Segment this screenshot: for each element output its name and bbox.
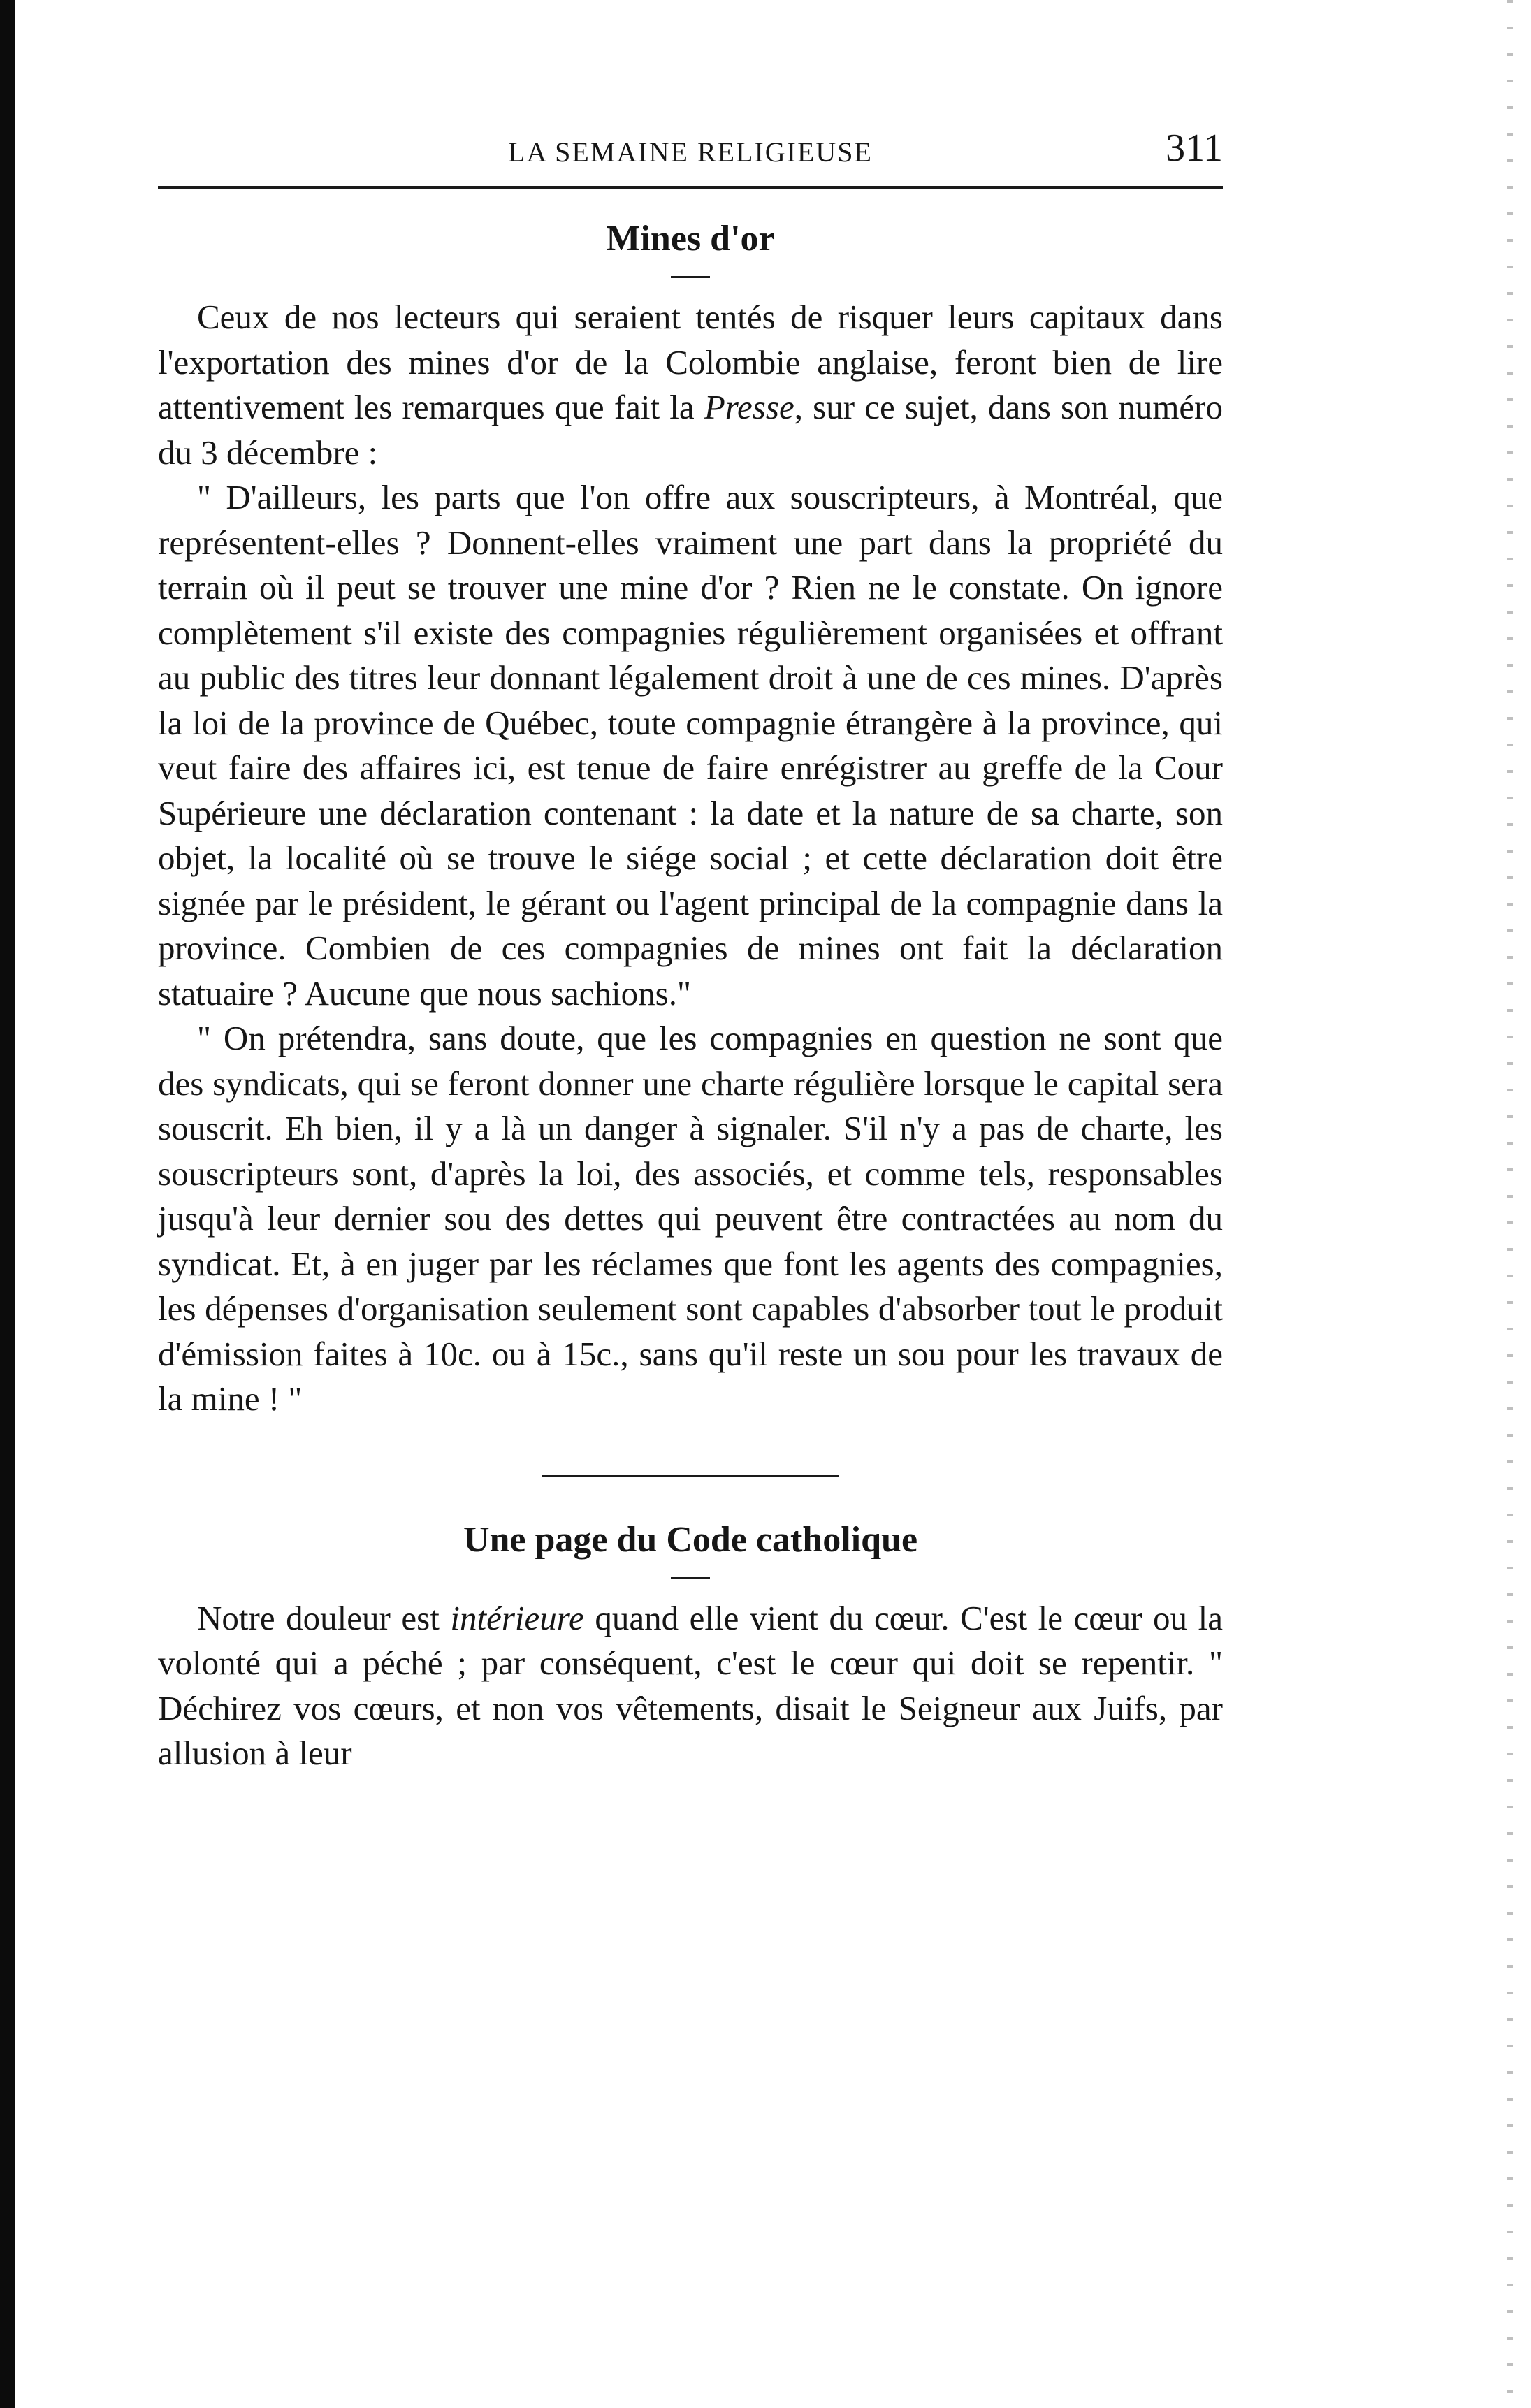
running-title: LA SEMAINE RELIGIEUSE [508,136,873,168]
scan-right-specks [1507,0,1513,2408]
title-dash [671,276,710,278]
section-code-catholique [158,1519,1223,1776]
journal-name: Presse [704,388,794,426]
section-mines-dor [158,218,1223,1422]
section-title-mines-dor: Mines d'or [606,219,775,259]
paragraph-code-start: Notre douleur est [197,1598,451,1637]
paragraph-intro-text: Ceux de nos lecteurs qui seraient tentés de risquer leurs capitaux dans l'exportation des mines d'or de la Colombie anglaise, feront bien de lire attentivement les remarques que fait la [158,298,1223,426]
emphasis-interieure: intérieure [450,1598,584,1637]
paragraph-intro [158,295,1223,475]
title-dash [671,1577,710,1579]
running-head [158,126,1223,182]
page-number: 311 [1166,126,1223,170]
section-title-code-catholique: Une page du Code catholique [463,1519,918,1560]
paragraph-code [158,1596,1223,1776]
header-rule [158,186,1223,189]
paragraph-code-rest: quand elle vient du cœur. C'est le cœur ou la volonté qui a péché ; par conséquent, c'est le cœur qui doit se repentir. " Déchirez vos cœurs, et non vos vêtements, disait le Seigneur aux Juifs, par allusion à leur [158,1598,1223,1772]
section-divider [542,1475,839,1477]
paragraph-intro-tail: , sur ce sujet, dans son numéro du 3 décembre : [158,388,1223,472]
paragraph-quote-1: " D'ailleurs, les parts que l'on offre aux souscripteurs, à Montréal, que représentent-elles ? Donnent-elles vraiment une part dans la propriété du terrain où il peut se trouver une mine d'or ? Rien ne le constate. On ignore complètement s'il existe des compagnies régulièrement organisées et offrant au public des titres leur donnant légalement droit à une de ces mines. D'après la loi de la province de Québec, toute compagnie étrangère à la province, qui veut faire des affaires ici, est tenue de faire enrégistrer au greffe de la Cour Supérieure une déclaration contenant : la date et la nature de sa charte, son objet, la localité où se trouve le siége social ; et cette déclaration doit être signée par le président, le gérant ou l'agent principal de la compagnie dans la province. Combien de ces compagnies de mines ont fait la déclaration statuaire ? Aucune que nous sachions." [158,478,1223,1013]
book-page [158,126,1223,1776]
scan-left-edge [0,0,15,2408]
paragraph-quote-2: " On prétendra, sans doute, que les compagnies en question ne sont que des syndicats, qui se feront donner une charte régulière lorsque le capital sera souscrit. Eh bien, il y a là un danger à signaler. S'il n'y a pas de charte, les souscripteurs sont, d'après la loi, des associés, et comme tels, responsables jusqu'à leur dernier sou des dettes qui peuvent être contractées au nom du syndicat. Et, à en juger par les réclames que font les agents des compagnies, les dépenses d'organisation seulement sont capables d'absorber tout le produit d'émission faites à 10c. ou à 15c., sans qu'il reste un sou pour les travaux de la mine ! " [158,1019,1223,1418]
